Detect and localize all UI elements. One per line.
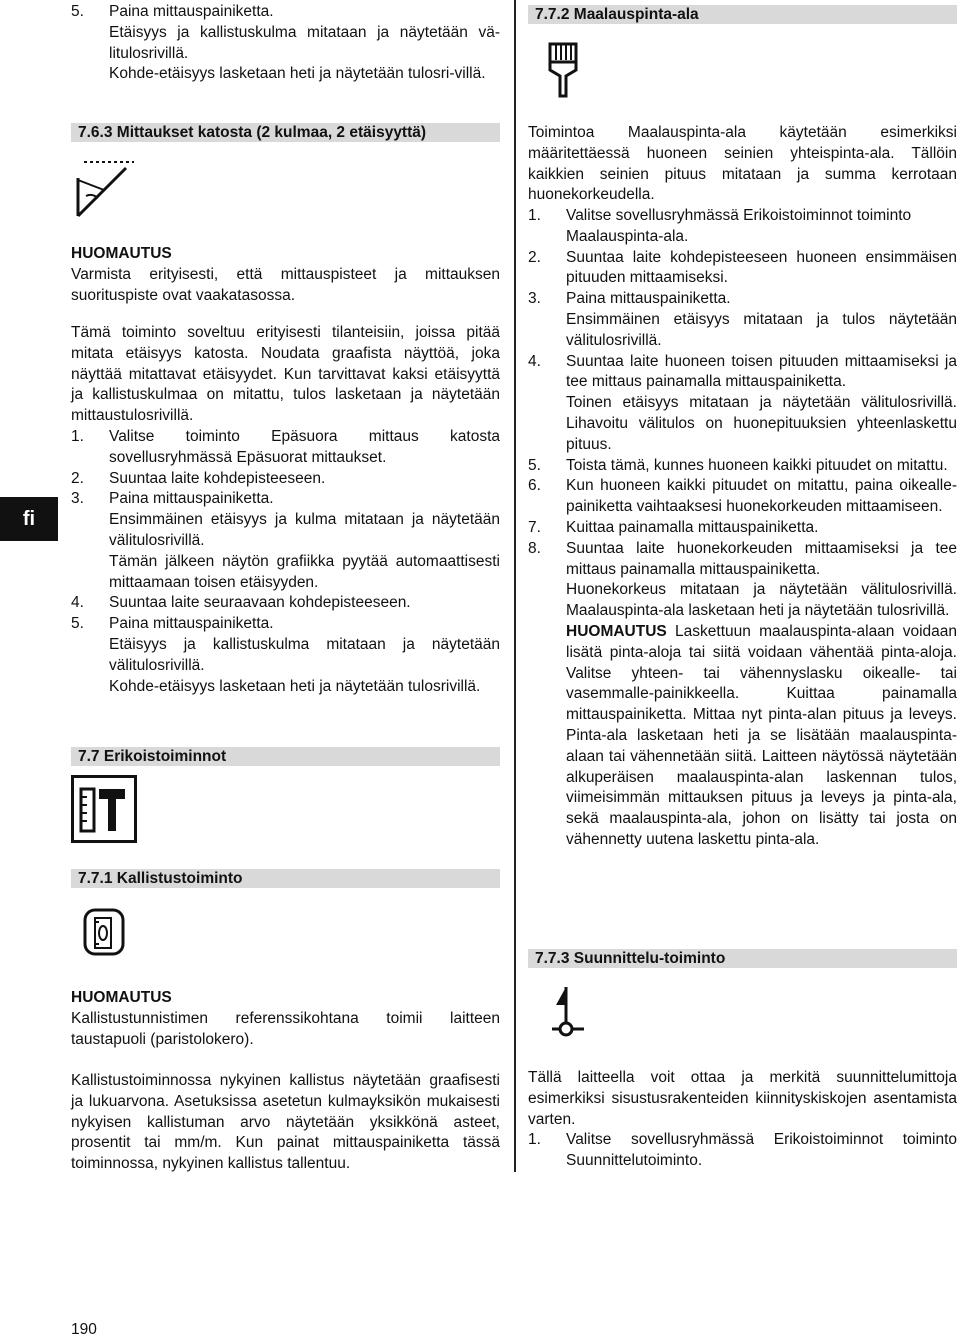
list-item: Huonekorkeus mitataan ja näytetään välitulosrivillä. Maalauspinta-ala lasketaan heti ja näytetään tulosrivillä. xyxy=(566,581,957,620)
list-item: 4. Suuntaa laite huoneen toisen pituuden mittaamiseksi ja tee mittaus painamalla mittauspainiketta. xyxy=(528,352,957,391)
list-item: Etäisyys ja kallistuskulma mitataan ja näytetään välitulosrivillä. xyxy=(109,635,500,674)
language-tab: fi xyxy=(0,497,58,541)
list-item: 6. Kun huoneen kaikki pituudet on mitattu, paina oikealle-painiketta vaihtaaksesi huonekorkeuden mittaamiseen. xyxy=(528,477,957,516)
list-item: 7. Kuittaa painamalla mittauspainiketta. xyxy=(528,518,819,536)
list-item: Ensimmäinen etäisyys mitataan ja tulos näytetään välitulosrivillä. xyxy=(566,310,957,349)
paragraph: Kallistustoiminnossa nykyinen kallistus näytetään graafisesti ja lukuarvona. Asetuksissa asetetun kulmayksikön mukaisesti nykyisen kallistuman arvo näytetään yksikkönä asteet, prosentit tai mm/m. Kun painat mittauspainiketta tässä toiminnossa, nykyinen kallistus tallentuu. xyxy=(71,1072,500,1173)
list-item: Kohde-etäisyys lasketaan heti ja näytetään tulosrivillä. xyxy=(109,677,481,695)
note-title: HUOMAUTUS xyxy=(566,622,667,640)
note-text: Laskettuun maalauspinta-alaan voidaan lisätä pinta-aloja tai siitä voidaan vähentää pinta-aloja. Valitse yhteen- tai vähennyslasku oikealle- tai vasemmalle-painikkeella. Kuittaa painamalla mittauspainiketta. Mittaa nyt pinta-alan pituus ja leveys. Pinta-ala lasketaan heti ja se lisätään maalauspinta-alaan tai vähennetään siitä. Laitteen näytössä näytetään alkuperäisen maalauspinta-alan laskennan tulos, viimeisimmän mittauksen pituus ja leveys ja pinta-ala, sekä maalauspinta-ala, johon on lisätty tai josta on vähennetty uutena laskettu pinta-ala. xyxy=(566,622,957,848)
note-block-2 xyxy=(71,988,500,1050)
section-heading-7-7-3: 7.7.3 Suunnittelu-toiminto xyxy=(528,949,957,968)
list-item: 1. Valitse toiminto Epäsuora mittaus katosta sovellusryhmässä Epäsuorat mittaukset. xyxy=(71,428,500,466)
layout-marker-icon xyxy=(550,985,586,1041)
note-text: Varmista erityisesti, että mittauspisteet ja mittauksen suorituspiste ovat vaakatasossa. xyxy=(71,265,500,304)
list-item: 1. Valitse sovellusryhmässä Erikoistoiminnot toiminto Suunnittelutoiminto. xyxy=(528,1131,957,1169)
step-list xyxy=(528,206,957,851)
paint-brush-icon xyxy=(548,42,578,98)
list-item: 3. Paina mittauspainiketta. xyxy=(71,490,274,508)
list-item: Ensimmäinen etäisyys ja kulma mitataan ja näytetään välitulosrivillä. xyxy=(109,511,500,549)
section-heading-7-7-2: 7.7.2 Maalauspinta-ala xyxy=(528,5,957,24)
list-item: 2. Suuntaa laite kohdepisteeseen huoneen ensimmäisen pituuden mittaamiseksi. xyxy=(528,248,957,287)
section-heading-7-6-3: 7.6.3 Mittaukset katosta (2 kulmaa, 2 etäisyyttä) xyxy=(71,123,500,142)
list-item: 3. Paina mittauspainiketta. xyxy=(528,290,731,308)
list-item: 1. Valitse sovellusryhmässä Erikoistoiminnot toiminto Maalauspinta-ala. xyxy=(528,207,912,245)
list-item: 5. Paina mittauspainiketta. xyxy=(71,615,274,633)
page-number: 190 xyxy=(71,1321,97,1338)
list-item: 8. Suuntaa laite huonekorkeuden mittaamiseksi ja tee mittaus painamalla mittauspainiketta. xyxy=(528,539,957,578)
step-list xyxy=(71,427,500,697)
list-item: Tämän jälkeen näytön grafiikka pyytää automaattisesti mittaamaan toisen etäisyyden. xyxy=(109,552,500,591)
note-block-1 xyxy=(71,244,500,306)
list-item: 4. Suuntaa laite seuraavaan kohdepisteeseen. xyxy=(71,594,411,612)
paragraph: Tällä laitteella voit ottaa ja merkitä suunnittelumittoja esimerkiksi sisustusrakenteiden kiinnityskiskojen asentamista varten. xyxy=(528,1069,957,1128)
column-divider xyxy=(514,0,516,1172)
list-item: Kohde-etäisyys lasketaan heti ja näytetään tulosri-villä. xyxy=(109,65,486,83)
paragraph: Toimintoa Maalauspinta-ala käytetään esimerkiksi määritettäessä huoneen seinien yhteispinta-ala. Tällöin kaikkien seinien pituus mitataan ja summa kerrotaan huonekorkeudella. xyxy=(528,124,957,204)
step-list xyxy=(528,1130,957,1172)
list-item: 2. Suuntaa laite kohdepisteeseen. xyxy=(71,469,326,487)
section-heading-7-7: 7.7 Erikoistoiminnot xyxy=(71,747,500,766)
section-heading-7-7-1: 7.7.1 Kallistustoiminto xyxy=(71,869,500,888)
list-item: Etäisyys ja kallistuskulma mitataan ja näytetään vä-litulosrivillä. xyxy=(109,23,500,62)
special-functions-icon xyxy=(71,775,137,843)
note-text: Kallistustunnistimen referenssikohtana toimii laitteen taustapuoli (paristolokero). xyxy=(71,1009,500,1048)
note-title: HUOMAUTUS xyxy=(71,989,172,1006)
list-item: 5. Toista tämä, kunnes huoneen kaikki pituudet on mitattu. xyxy=(528,456,948,474)
list-item: Toinen etäisyys mitataan ja näytetään välitulosrivillä. Lihavoitu välitulos on huonepituuksien yhteenlaskettu pituus. xyxy=(566,394,957,453)
paragraph: Tämä toiminto soveltuu erityisesti tilanteisiin, joissa pitää mitata etäisyys katosta. Noudata graafista näyttöä, joka näyttää mitattavat etäisyydet. Kun tarvittavat kaksi etäisyyttä ja kallistuskulmaa on mitattu, tulos lasketaan ja näytetään mittaustulosrivillä. xyxy=(71,324,500,425)
list-item: 5. Paina mittauspainiketta. xyxy=(71,3,274,20)
tilt-icon xyxy=(83,908,125,956)
top-step-list xyxy=(71,2,500,85)
ceiling-measure-icon xyxy=(74,160,138,220)
note-title: HUOMAUTUS xyxy=(71,245,172,262)
note-inline xyxy=(528,622,957,851)
